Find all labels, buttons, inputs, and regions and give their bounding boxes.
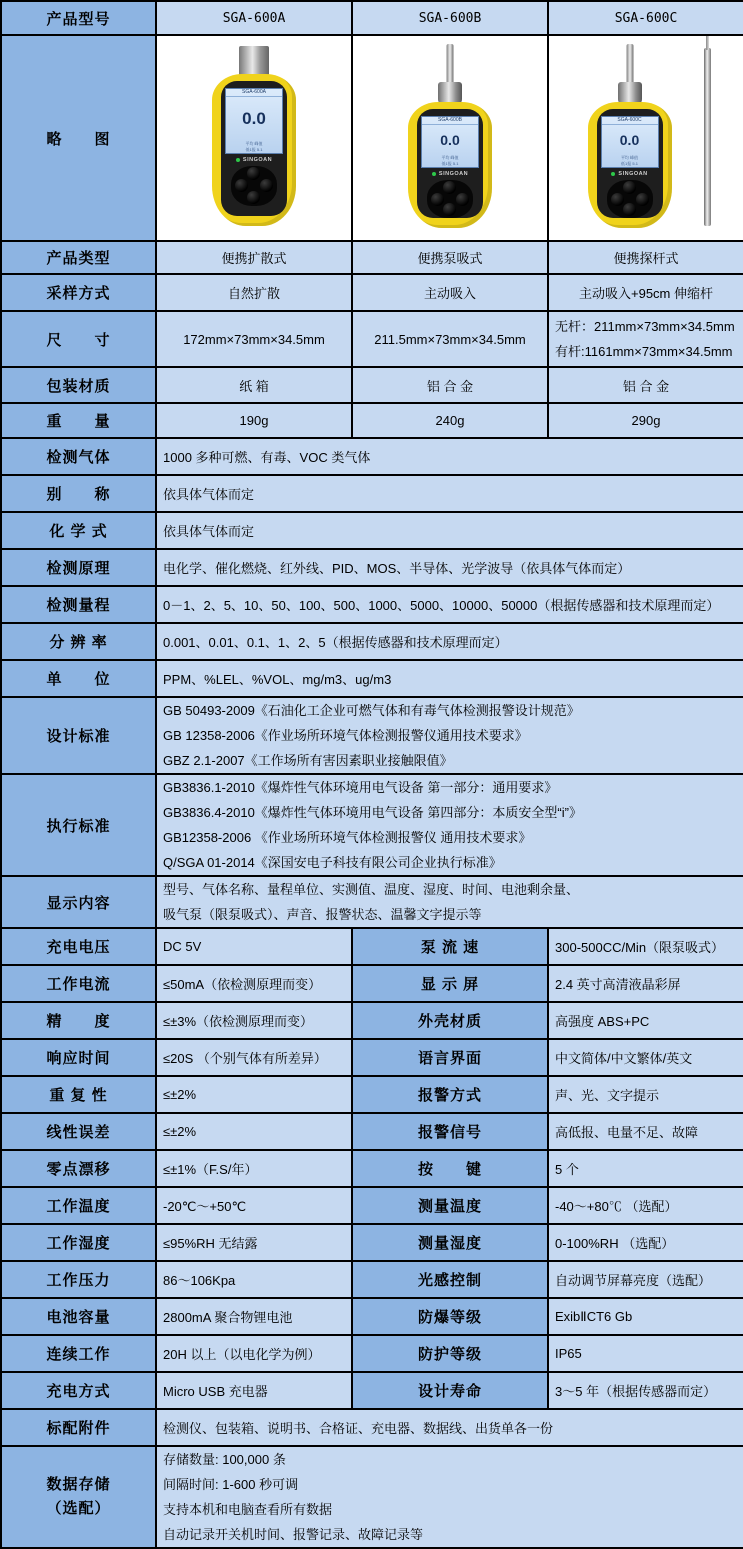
value-size-0: 172mm×73mm×34.5mm [156,311,352,367]
value-left-12: Micro USB 充电器 [156,1372,352,1409]
product-model-label: 产品型号 [1,1,156,35]
row-split-7 [1,1187,743,1224]
value-design [156,697,743,774]
value-right-8: 0-100%RH （选配） [548,1224,743,1261]
keypad-button [623,181,636,194]
row-gas [1,438,743,475]
value-ptype-2: 便携探杆式 [548,241,743,274]
device-screen-model: SGA-600B [422,117,478,125]
value-storage [156,1446,743,1548]
label-size: 尺 寸 [1,311,156,367]
device-panel [417,109,483,218]
row-principle [1,549,743,586]
row-range [1,586,743,623]
value-right-10: ExibⅡCT6 Gb [548,1298,743,1335]
value-size-1: 211.5mm×73mm×34.5mm [352,311,548,367]
model-name-SGA-600B: SGA-600B [352,1,548,35]
value-line: Q/SGA 01-2014《深国安电子科技有限公司企业执行标准》 [163,855,502,870]
value-left-10: 2800mA 聚合物锂电池 [156,1298,352,1335]
value-size-2 [548,311,743,367]
value-right-0: 300-500CC/Min（限泵吸式） [548,928,743,965]
device-figure [359,44,541,232]
value-right-12: 3～5 年（根据传感器而定） [548,1372,743,1409]
value-accessories: 检测仪、包装箱、说明书、合格证、充电器、数据线、出货单各一份 [156,1409,743,1446]
power-led-icon [611,172,615,176]
keypad-button [443,181,456,194]
value-line: 吸气泵（限泵吸式）、声音、报警状态、温馨文字提示等 [163,907,482,922]
spec-table-body [1,1,743,1548]
value-left-3: ≤20S （个别气体有所差异） [156,1039,352,1076]
value-sampling-2: 主动吸入+95cm 伸缩杆 [548,274,743,311]
value-left-6: ≤±1%（F.S/年） [156,1150,352,1187]
value-right-9: 自动调节屏幕亮度（选配） [548,1261,743,1298]
label-weight: 重 量 [1,403,156,438]
label-right-1: 显 示 屏 [352,965,548,1002]
value-left-4: ≤±2% [156,1076,352,1113]
label-left-11: 连续工作 [1,1335,156,1372]
keypad-button [456,193,469,206]
value-line: GB3836.4-2010《爆炸性气体环境用电气设备 第四部分：本质安全型“i”》 [163,805,582,820]
label-left-9: 工作压力 [1,1261,156,1298]
power-led-icon [236,158,240,162]
device-brand [236,157,272,163]
label-line: （选配） [46,1500,111,1517]
value-left-0: DC 5V [156,928,352,965]
value-line: GBZ 2.1-2007《工作场所有害因素职业接触限值》 [163,753,453,768]
row-resolution [1,623,743,660]
value-right-6: 5 个 [548,1150,743,1187]
value-line: 间隔时间: 1-600 秒可调 [163,1477,299,1492]
model-header-row [1,1,743,35]
device-screen-line2: 低1报 5.1 [621,160,638,166]
device-body [408,102,492,228]
value-left-9: 86～106Kpa [156,1261,352,1298]
label-right-7: 测量温度 [352,1187,548,1224]
label-left-1: 工作电流 [1,965,156,1002]
value-line: 支持本机和电脑查看所有数据 [163,1502,333,1517]
value-range: 0－1、2、5、10、50、100、500、1000、5000、10000、50000（根据传感器和技术原理而定） [156,586,743,623]
label-right-3: 语言界面 [352,1039,548,1076]
label-right-12: 设计寿命 [352,1372,548,1409]
device-figure [163,46,345,230]
row-unit [1,660,743,697]
device-screen-value: 0.0 [440,131,460,148]
telescopic-rod-icon [704,48,711,226]
row-split-2 [1,1002,743,1039]
value-right-3: 中文简体/中文繁体/英文 [548,1039,743,1076]
label-left-0: 充电电压 [1,928,156,965]
device-photo-SGA-600B [402,44,498,232]
keypad-button [611,193,624,206]
label-display: 显示内容 [1,876,156,928]
label-line: 数据存储 [46,1476,111,1493]
label-storage [1,1446,156,1548]
sketch-cell-SGA-600B [352,35,548,241]
label-left-5: 线性误差 [1,1113,156,1150]
value-left-7: -20℃～+50℃ [156,1187,352,1224]
device-brand [611,171,647,177]
value-right-5: 高低报、电量不足、故障 [548,1113,743,1150]
value-formula: 依具体气体而定 [156,512,743,549]
model-name-SGA-600C: SGA-600C [548,1,743,35]
label-formula: 化 学 式 [1,512,156,549]
row-design [1,697,743,774]
label-left-8: 工作湿度 [1,1224,156,1261]
row-split-12 [1,1372,743,1409]
value-weight-2: 290g [548,403,743,438]
value-left-5: ≤±2% [156,1113,352,1150]
device-body [212,74,296,226]
device-panel [597,109,663,218]
device-screen [225,88,283,154]
label-right-8: 测量湿度 [352,1224,548,1261]
row-weight [1,403,743,438]
label-right-11: 防护等级 [352,1335,548,1372]
label-right-4: 报警方式 [352,1076,548,1113]
value-unit: PPM、%LEL、%VOL、mg/m3、ug/m3 [156,660,743,697]
value-ptype-0: 便携扩散式 [156,241,352,274]
label-right-9: 光感控制 [352,1261,548,1298]
value-weight-0: 190g [156,403,352,438]
value-sampling-0: 自然扩散 [156,274,352,311]
device-figure [555,44,737,232]
value-left-2: ≤±3%（依检测原理而变） [156,1002,352,1039]
sketch-label: 略 图 [1,35,156,241]
label-right-6: 按 键 [352,1150,548,1187]
value-right-2: 高强度 ABS+PC [548,1002,743,1039]
row-storage [1,1446,743,1548]
value-left-1: ≤50mA（依检测原理而变） [156,965,352,1002]
device-screen [601,116,659,168]
device-keypad [607,180,653,218]
brand-logo: SINGOAN [242,157,273,163]
value-line: 存储数量: 100,000 条 [163,1452,286,1467]
keypad-button [247,191,260,204]
row-split-1 [1,965,743,1002]
value-right-4: 声、光、文字提示 [548,1076,743,1113]
label-right-5: 报警信号 [352,1113,548,1150]
row-split-4 [1,1076,743,1113]
keypad-button [260,179,273,192]
label-range: 检测量程 [1,586,156,623]
row-size [1,311,743,367]
value-right-11: IP65 [548,1335,743,1372]
row-split-5 [1,1113,743,1150]
power-led-icon [432,172,436,176]
sketch-row [1,35,743,241]
row-split-10 [1,1298,743,1335]
value-weight-1: 240g [352,403,548,438]
value-display [156,876,743,928]
value-line: GB12358-2006 《作业场所环境气体检测报警仪 通用技术要求》 [163,830,532,845]
value-line: GB 50493-2009《石油化工企业可燃气体和有毒气体检测报警设计规范》 [163,703,580,718]
value-gas: 1000 多种可燃、有毒、VOC 类气体 [156,438,743,475]
row-display [1,876,743,928]
device-keypad [427,180,473,218]
keypad-button [443,203,456,216]
value-left-8: ≤95%RH 无结露 [156,1224,352,1261]
label-left-2: 精 度 [1,1002,156,1039]
row-formula [1,512,743,549]
row-sampling [1,274,743,311]
keypad-button [247,167,260,180]
device-screen-value: 0.0 [242,109,266,128]
sketch-cell-SGA-600C [548,35,743,241]
label-left-6: 零点漂移 [1,1150,156,1187]
sketch-cell-SGA-600A [156,35,352,241]
label-left-4: 重 复 性 [1,1076,156,1113]
row-packaging [1,367,743,403]
label-left-3: 响应时间 [1,1039,156,1076]
value-packaging-1: 铝 合 金 [352,367,548,403]
device-body [588,102,672,228]
value-ptype-1: 便携泵吸式 [352,241,548,274]
label-principle: 检测原理 [1,549,156,586]
device-photo-SGA-600C [582,44,678,232]
value-principle: 电化学、催化燃烧、红外线、PID、MOS、半导体、光学波导（依具体气体而定） [156,549,743,586]
label-accessories: 标配附件 [1,1409,156,1446]
label-gas: 检测气体 [1,438,156,475]
value-packaging-2: 铝 合 金 [548,367,743,403]
row-alias [1,475,743,512]
sensor-probe-icon [626,44,633,84]
row-split-11 [1,1335,743,1372]
label-resolution: 分 辨 率 [1,623,156,660]
device-screen-line1: 平均 峰值 [245,141,263,146]
keypad-button [636,193,649,206]
label-packaging: 包装材质 [1,367,156,403]
label-ptype: 产品类型 [1,241,156,274]
device-screen-line2: 低1报 5.1 [441,160,459,166]
device-screen-model: SGA-600C [602,117,658,125]
value-sampling-1: 主动吸入 [352,274,548,311]
brand-logo: SINGOAN [438,170,469,177]
value-line: GB 12358-2006《作业场所环境气体检测报警仪通用技术要求》 [163,728,528,743]
value-right-1: 2.4 英寸高清液晶彩屏 [548,965,743,1002]
value-line: 自动记录开关机时间、报警记录、故障记录等 [163,1527,424,1542]
model-name-SGA-600A: SGA-600A [156,1,352,35]
row-accessories [1,1409,743,1446]
value-exec [156,774,743,876]
device-panel [221,81,287,216]
row-split-6 [1,1150,743,1187]
value-line: 有杆:1161mm×73mm×34.5mm [555,344,733,359]
sensor-probe-icon [447,44,454,84]
device-screen [421,116,479,168]
value-line: 型号、气体名称、量程单位、实测值、温度、湿度、时间、电池剩余量、 [163,882,580,897]
label-left-7: 工作温度 [1,1187,156,1224]
device-photo-SGA-600A [206,46,302,230]
device-screen-line1: 平均 峰值 [441,154,459,160]
row-split-0 [1,928,743,965]
brand-logo: SINGOAN [618,170,648,177]
label-left-10: 电池容量 [1,1298,156,1335]
label-alias: 别 称 [1,475,156,512]
device-screen-value: 0.0 [619,131,640,148]
value-alias: 依具体气体而定 [156,475,743,512]
label-design: 设计标准 [1,697,156,774]
device-screen-line1: 平均 峰值 [620,154,639,160]
row-split-3 [1,1039,743,1076]
label-right-10: 防爆等级 [352,1298,548,1335]
row-split-9 [1,1261,743,1298]
label-left-12: 充电方式 [1,1372,156,1409]
value-resolution: 0.001、0.01、0.1、1、2、5（根据传感器和技术原理而定） [156,623,743,660]
keypad-button [431,193,444,206]
label-sampling: 采样方式 [1,274,156,311]
keypad-button [235,179,248,192]
label-unit: 单 位 [1,660,156,697]
value-left-11: 20H 以上（以电化学为例） [156,1335,352,1372]
device-screen-line2: 低1报 5.1 [245,147,263,152]
row-ptype [1,241,743,274]
label-right-0: 泵 流 速 [352,928,548,965]
value-line: GB3836.1-2010《爆炸性气体环境用电气设备 第一部分：通用要求》 [163,780,558,795]
label-right-2: 外壳材质 [352,1002,548,1039]
value-right-7: -40～+80℃ （选配） [548,1187,743,1224]
value-line: 无杆：211mm×73mm×34.5mm [555,319,735,334]
row-exec [1,774,743,876]
device-keypad [231,166,277,206]
device-screen-model: SGA-600A [226,89,282,97]
keypad-button [623,203,636,216]
row-split-8 [1,1224,743,1261]
device-brand [432,171,468,177]
label-exec: 执行标准 [1,774,156,876]
value-packaging-0: 纸 箱 [156,367,352,403]
